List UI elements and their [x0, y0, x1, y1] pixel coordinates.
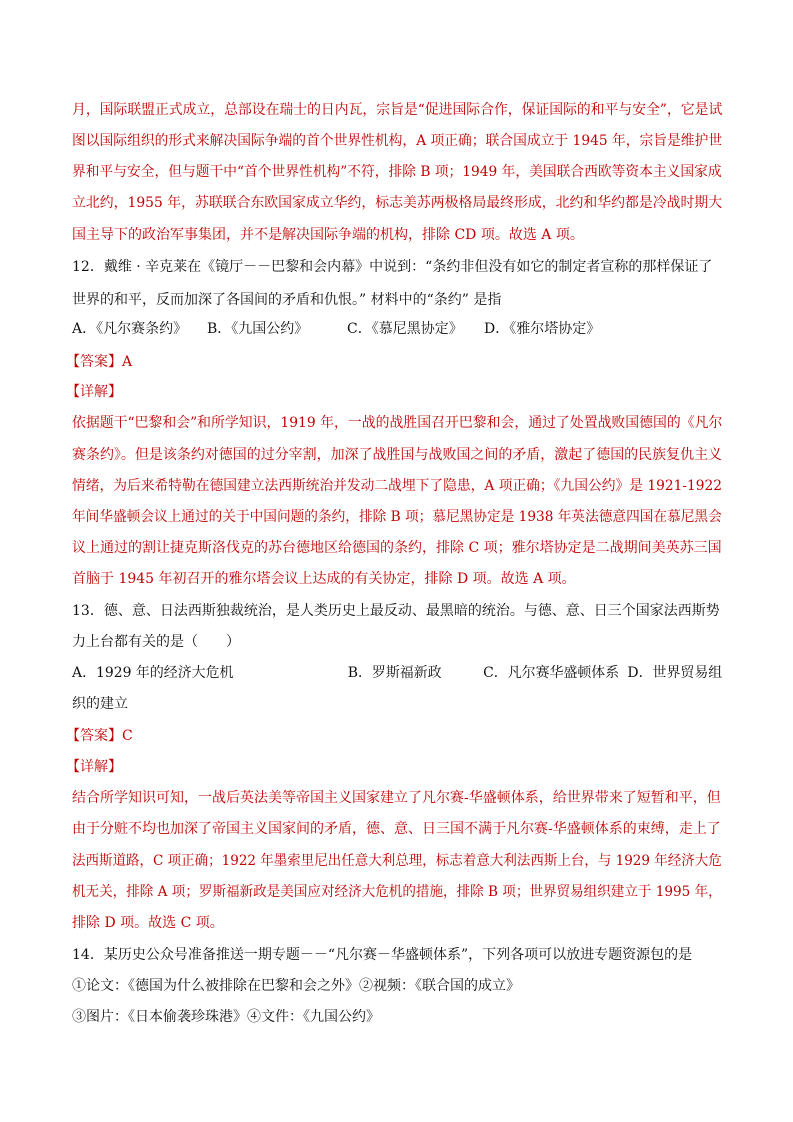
q13-detail-line-2: 由于分赃不均也加深了帝国主义国家间的矛盾，德、意、日三国不满于凡尔赛-华盛顿体系的束缚，走上了	[72, 821, 721, 837]
q12-option-c: C．《慕尼黑协定》	[347, 321, 463, 337]
q11-detail-line-4: 立北约，1955 年，苏联联合东欧国家成立华约，标志美苏两极格局最终形成，北约和华约都是冷战时期大	[72, 195, 723, 211]
q12-detail-line-1: 依据题干“巴黎和会”和所学知识，1919 年，一战的战胜国召开巴黎和会，通过了处置战败国德国的《凡尔	[72, 415, 723, 431]
q13-stem-line-1: 13．德、意、日法西斯独裁统治，是人类历史上最反动、最黑暗的统治。与德、意、日三个国家法西斯势	[72, 603, 720, 619]
q12-option-d: D．《雅尔塔协定》	[484, 321, 601, 337]
q13-option-d: D．世界贸易组	[627, 665, 723, 681]
q13-option-a: A．1929 年的经济大危机	[72, 665, 234, 681]
q13-detail-label: 【详解】	[66, 759, 122, 775]
q12-stem-line-2: 世界的和平，反而加深了各国间的矛盾和仇恨。” 材料中的“条约” 是指	[72, 292, 502, 308]
q12-stem-line-1: 12．戴维 · 辛克莱在《镜厅－－巴黎和会内幕》中说到：“条约非但没有如它的制定者宣称的那样保证了	[72, 259, 713, 275]
q12-detail-line-5: 议上通过的割让捷克斯洛伐克的苏台德地区给德国的条约，排除 C 项；雅尔塔协定是二战期间美英苏三国	[72, 540, 722, 556]
q13-detail-line-4: 机无关，排除 A 项；罗斯福新政是美国应对经济大危机的措施，排除 B 项；世界贸易组织建立于 1995 年，	[72, 884, 722, 900]
q12-detail-line-3: 情绪，为后来希特勒在德国建立法西斯统治并发动二战埋下了隐患，A 项正确；《九国公约》是 1921-1922	[72, 478, 723, 494]
q14-stem-line-3: ③图片：《日本偷袭珍珠港》④文件：《九国公约》	[72, 1009, 380, 1025]
q13-answer: 【答案】C	[66, 728, 133, 744]
q11-detail-line-1: 月，国际联盟正式成立，总部设在瑞士的日内瓦，宗旨是“促进国际合作，保证国际的和平与安全”，它是试	[72, 102, 723, 118]
q13-option-c: C．凡尔赛华盛顿体系	[483, 665, 620, 681]
q12-option-b: B．《九国公约》	[207, 321, 309, 337]
q12-option-a: A．《凡尔赛条约》	[72, 321, 188, 337]
q13-detail-line-3: 法西斯道路，C 项正确；1922 年墨索里尼出任意大利总理，标志着意大利法西斯上台，与 1929 年经济大危	[72, 853, 722, 869]
q12-answer: 【答案】A	[66, 354, 133, 370]
q14-stem-line-2: ①论文：《德国为什么被排除在巴黎和会之外》②视频：《联合国的成立》	[72, 978, 520, 994]
q11-detail-line-2: 图以国际组织的形式来解决国际争端的首个世界性机构，A 项正确；联合国成立于 1945 年，宗旨是维护世	[72, 133, 723, 149]
q12-detail-line-6: 首脑于 1945 年初召开的雅尔塔会议上达成的有关协定，排除 D 项。故选 A 项。	[72, 571, 576, 587]
q12-detail-label: 【详解】	[66, 384, 122, 400]
q13-options	[72, 663, 722, 683]
q11-detail-line-5: 国主导下的政治军事集团，并不是解决国际争端的机构，排除 CD 项。故选 A 项。	[72, 227, 584, 243]
q13-option-b: B．罗斯福新政	[347, 665, 442, 681]
q12-options	[72, 319, 600, 339]
q13-detail-line-5: 排除 D 项。故选 C 项。	[72, 915, 224, 931]
q12-detail-line-2: 赛条约》。但是该条约对德国的过分宰割，加深了战胜国与战败国之间的矛盾，激起了德国的民族复仇主义	[72, 447, 723, 463]
q13-detail-line-1: 结合所学知识可知，一战后英法美等帝国主义国家建立了凡尔赛-华盛顿体系，给世界带来了短暂和平，但	[72, 790, 721, 806]
q12-detail-line-4: 年间华盛顿会议上通过的关于中国问题的条约，排除 B 项；慕尼黑协定是 1938 年英法德意四国在慕尼黑会	[72, 509, 722, 525]
q11-detail-line-3: 界和平与安全，但与题干中“首个世界性机构”不符，排除 B 项；1949 年，美国联合西欧等资本主义国家成	[72, 164, 722, 180]
q14-stem-line-1: 14．某历史公众号准备推送一期专题－－“凡尔赛－华盛顿体系”，下列各项可以放进专题资源包的是	[72, 947, 693, 963]
q13-stem-line-2: 力上台都有关的是（ ）	[72, 634, 240, 650]
q13-option-d-wrap: 织的建立	[72, 696, 128, 712]
